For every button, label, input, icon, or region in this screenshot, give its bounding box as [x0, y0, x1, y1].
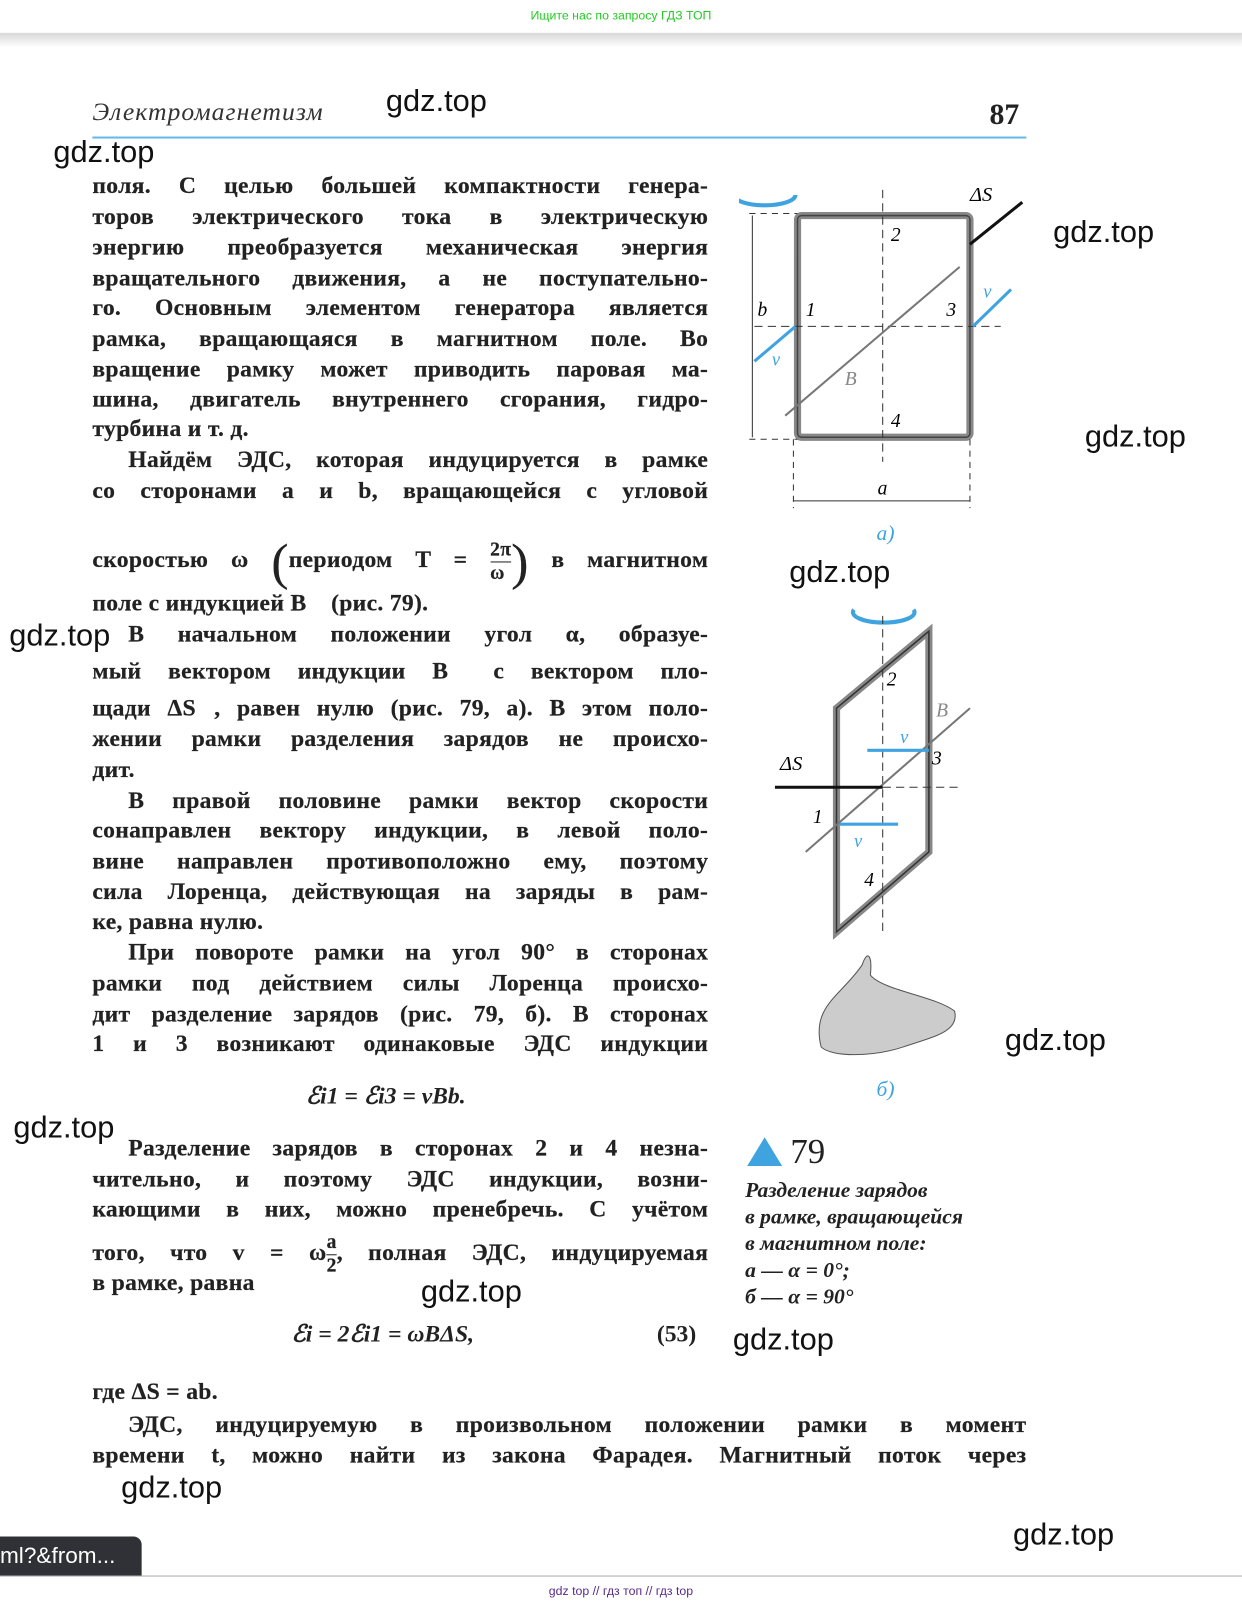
text-line: шина, двигатель внутреннего сгорания, гидро- — [92, 385, 709, 412]
figure-number: 79 — [790, 1133, 826, 1172]
label-dS: ΔS⃗ — [969, 184, 1009, 207]
triangle-icon — [745, 1135, 784, 1168]
text-line: поле с индукцией B⃗ (рис. 79). — [92, 590, 429, 616]
formula-emf-total: ℰi = 2ℰi1 = ωBΔS, — [291, 1320, 474, 1347]
label-2: 2 — [890, 225, 901, 247]
text: , полная ЭДС, индуцируемая — [336, 1239, 709, 1266]
text-line: поля. С целью большей компактности генера- — [92, 172, 709, 199]
label-3: 3 — [931, 748, 942, 770]
watermark: gdz.top — [53, 135, 155, 170]
fraction — [490, 538, 511, 584]
watermark: gdz.top — [1004, 1023, 1106, 1058]
label-b-part: б) — [876, 1077, 895, 1102]
watermark: gdz.top — [1053, 215, 1155, 250]
label-1: 1 — [805, 300, 816, 322]
caption-line: в магнитном поле: — [745, 1230, 927, 1256]
text-line-period: скоростью ω (периодом T = $\frac{2\pi}{\omega}$ ) в магнитном — [92, 532, 709, 591]
label-v-bottom: v⃗ — [853, 830, 877, 851]
label-dS: ΔS⃗ — [780, 752, 819, 775]
figure-79b — [760, 595, 996, 1118]
caption-line: а — α = 0°; — [745, 1257, 850, 1282]
text-line: дит разделение зарядов (рис. 79, б). В сторонах — [92, 1000, 709, 1027]
watermark: gdz.top — [732, 1323, 834, 1357]
text-line: дит. — [92, 756, 135, 783]
text-line: в рамке, равна — [92, 1269, 255, 1296]
text-line: Найдём ЭДС, которая индуцируется в рамке — [128, 446, 709, 473]
label-B: B⃗ — [844, 368, 872, 390]
text: в магнитном — [551, 546, 709, 572]
label-a: a — [877, 478, 888, 500]
chapter-title: Электромагнетизм — [92, 98, 324, 127]
caption-line: в рамке, вращающейся — [745, 1203, 963, 1229]
text-line: ке, равна нулю. — [92, 908, 264, 935]
text-line: 1 и 3 возникают одинаковые ЭДС индукции — [92, 1030, 709, 1057]
text-line: где ΔS = ab. — [92, 1378, 218, 1405]
text-line: сила Лоренца, действующая на заряды в рам- — [92, 878, 709, 905]
text-line: При повороте рамки на угол 90° в сторонах — [128, 939, 709, 965]
label-v-left: v⃗ — [771, 349, 795, 370]
text-line: торов электрического тока в электрическую — [92, 203, 709, 229]
label-a-part: а) — [876, 520, 895, 545]
header-rule — [92, 137, 1026, 139]
label-v-top: v⃗ — [900, 727, 923, 748]
label-v-right: v⃗ — [983, 281, 1006, 302]
bottom-divider — [0, 1576, 1242, 1577]
footer-links[interactable]: gdz top // гдз топ // гдз top — [548, 1583, 694, 1599]
text-line: В правой половине рамки вектор скорости — [128, 787, 709, 813]
watermark: gdz.top — [9, 618, 111, 653]
label-4: 4 — [890, 410, 901, 432]
text-line: сонаправлен вектору индукции, в левой поло- — [92, 817, 709, 843]
label-b: b — [757, 300, 768, 322]
denominator: ω — [490, 561, 505, 584]
text-line: Разделение зарядов в сторонах 2 и 4 незна- — [128, 1135, 709, 1161]
text-line: вине направлен противоположно ему, поэтому — [92, 847, 709, 874]
label-3: 3 — [946, 300, 957, 322]
text: скоростью ω — [92, 546, 249, 572]
numerator: a — [327, 1232, 337, 1256]
text-line: щади ΔS⃗, равен нулю (рис. 79, а). В этом поло- — [92, 694, 709, 721]
text-line: кающими в них, можно пренебречь. С учётом — [92, 1195, 709, 1222]
text-line: со сторонами a и b, вращающейся с угловой — [92, 477, 709, 503]
formula-number: (53) — [656, 1320, 697, 1347]
figure-79a — [739, 164, 1037, 554]
text-line: мый вектором индукции B⃗ с вектором пло- — [92, 657, 709, 684]
text-line: энергию преобразуется механическая энергия — [92, 234, 709, 260]
text-line: рамки под действием силы Лоренца происхо- — [92, 969, 709, 996]
label-B: B⃗ — [936, 700, 964, 722]
text-line: чительно, и поэтому ЭДС индукции, возни- — [92, 1165, 709, 1192]
watermark: gdz.top — [1013, 1518, 1115, 1552]
watermark: gdz.top — [789, 555, 891, 590]
text: периодом T = — [288, 546, 468, 572]
label-2: 2 — [886, 669, 897, 691]
denominator: 2 — [326, 1255, 337, 1277]
watermark: gdz.top — [1084, 419, 1186, 454]
url-tooltip-tab[interactable]: ml?&from... — [0, 1537, 142, 1576]
text-line: жении рамки разделения зарядов не происхо- — [92, 725, 709, 752]
text-line: рамка, вращающаяся в магнитном поле. Во — [92, 325, 709, 352]
label-1: 1 — [812, 807, 823, 829]
banner-shadow — [0, 33, 1242, 47]
text-line: турбина и т. д. — [92, 415, 249, 442]
watermark: gdz.top — [385, 84, 487, 119]
numerator: 2π — [490, 538, 511, 562]
formula-emf-sides: ℰi1 = ℰi3 = vBb. — [305, 1082, 466, 1109]
text-line: вращение рамку может приводить паровая ма- — [92, 356, 709, 382]
text-line: В начальном положении угол α, образуе- — [128, 620, 709, 647]
watermark: gdz.top — [13, 1110, 115, 1145]
fraction — [327, 1232, 337, 1278]
text-line-v — [92, 1232, 708, 1278]
page-number: 87 — [989, 98, 1020, 132]
figure-caption — [745, 1176, 963, 1309]
text: того, что v = ω — [92, 1239, 327, 1266]
text-line: вращательного движения, а не поступательно- — [92, 264, 709, 291]
search-banner: Ищите нас по запросу ГДЗ ТОП — [0, 0, 1242, 33]
text-line: го. Основным элементом генератора является — [92, 294, 709, 321]
text-line: времени t, можно найти из закона Фарадея. Магнитный поток через — [92, 1442, 1027, 1468]
caption-line: Разделение зарядов — [745, 1177, 928, 1202]
label-4: 4 — [864, 869, 874, 891]
text-line: ЭДС, индуцируемую в произвольном положении рамки в момент — [128, 1411, 1027, 1437]
watermark: gdz.top — [420, 1274, 522, 1309]
watermark: gdz.top — [121, 1470, 223, 1505]
caption-line: б — α = 90° — [745, 1284, 854, 1309]
